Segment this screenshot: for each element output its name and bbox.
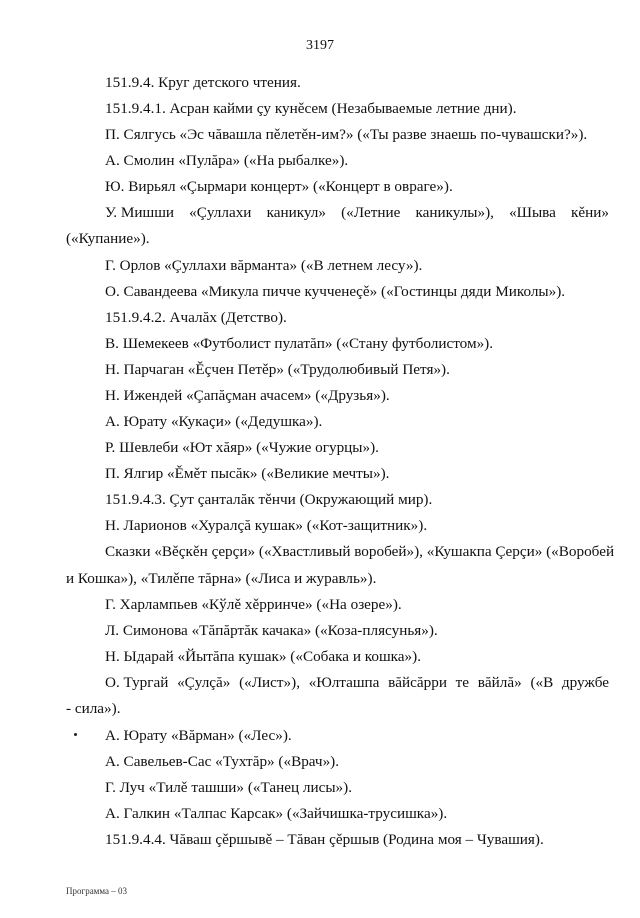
word: «Çуллахи [189, 204, 252, 221]
footer-label: Программа – 03 [66, 886, 128, 896]
word: каникулы»), [415, 204, 494, 221]
list-item: А. Юрату «Кукаçи» («Дедушка»). [105, 413, 323, 430]
subsection-heading: 151.9.4.3. Çут çанталăк тěнчи (Окружающий мир). [105, 491, 433, 508]
list-item: П. Ялгир «Ěмěт пысăк» («Великие мечты»). [105, 465, 390, 482]
list-item: Г. Харлампьев «Кўлě хěрринче» («На озере»). [105, 596, 402, 613]
list-item: А. Савельев-Сас «Тухтăр» («Врач»). [105, 753, 340, 770]
subsection-heading: 151.9.4.4. Чăваш çěршывě – Тăван çěршыв (Родина моя – Чувашия). [105, 831, 544, 848]
list-item: А. Галкин «Талпас Карсак» («Зайчишка-трусишка»). [105, 805, 448, 822]
word: каникул» [266, 204, 326, 221]
list-item: А. Юрату «Вăрман» («Лес»). [105, 727, 292, 744]
word: «Юлташпа [308, 674, 380, 691]
list-item: Н. Парчаган «Ěçчен Петěр» («Трудолюбивый Петя»). [105, 361, 450, 378]
list-item: Н. Ижендей «Çапăçман ачасем» («Друзья»). [105, 387, 390, 404]
list-item: Р. Шевлеби «Ют хăяр» («Чужие огурцы»). [105, 439, 379, 456]
word: («Лист»), [239, 674, 300, 691]
word: дружбе [561, 674, 609, 691]
word: те [455, 674, 470, 691]
list-item: О. Савандеева «Микула пичче кучченеçě» («Гостинцы дяди Миколы»). [105, 283, 566, 300]
word: О. Тургай [105, 674, 169, 691]
word: вăйсăрри [388, 674, 447, 691]
word: «Çулçă» [177, 674, 231, 691]
scan-speck [74, 733, 77, 736]
list-item-continuation: («Купание»). [66, 230, 150, 247]
list-item: Н. Ларионов «Хуралçă кушак» («Кот-защитник»). [105, 517, 428, 534]
page-number: 3197 [306, 38, 334, 53]
list-item: Сказки «Вěçкěн çерçи» («Хвастливый воробей»), «Кушакпа Çерçи» («Воробей [105, 543, 615, 560]
list-item-justified [105, 673, 609, 693]
list-item-continuation: и Кошка»), «Тилěпе тăрна» («Лиса и журавль»). [66, 570, 377, 587]
list-item: А. Смолин «Пулăра» («На рыбалке»). [105, 152, 349, 169]
section-heading: 151.9.4. Круг детского чтения. [105, 74, 301, 91]
word: кěни» [571, 204, 609, 221]
list-item: Л. Симонова «Тăпăртăк качака» («Коза-плясунья»). [105, 622, 438, 639]
list-item: Ю. Вирьял «Çырмари концерт» («Концерт в овраге»). [105, 178, 453, 195]
list-item-justified [105, 203, 609, 223]
word: («Летние [341, 204, 401, 221]
subsection-heading: 151.9.4.1. Асран кайми çу кунěсем (Незабываемые летние дни). [105, 100, 517, 117]
subsection-heading: 151.9.4.2. Ачалăх (Детство). [105, 309, 287, 326]
word: У. Мишши [105, 204, 175, 221]
list-item: Г. Луч «Тилě ташши» («Танец лисы»). [105, 779, 353, 796]
list-item-continuation: - сила»). [66, 700, 121, 717]
list-item: П. Сялгусь «Эс чăвашла пěлетěн-им?» («Ты разве знаешь по-чувашски?»). [105, 126, 588, 143]
list-item: Н. Ыдарай «Йытăпа кушак» («Собака и кошка»). [105, 648, 421, 665]
word: вăйлă» [477, 674, 522, 691]
list-item: В. Шемекеев «Футболист пулатăп» («Стану футболистом»). [105, 335, 494, 352]
word: («В [530, 674, 554, 691]
word: «Шыва [509, 204, 556, 221]
list-item: Г. Орлов «Çуллахи вăрманта» («В летнем лесу»). [105, 257, 423, 274]
